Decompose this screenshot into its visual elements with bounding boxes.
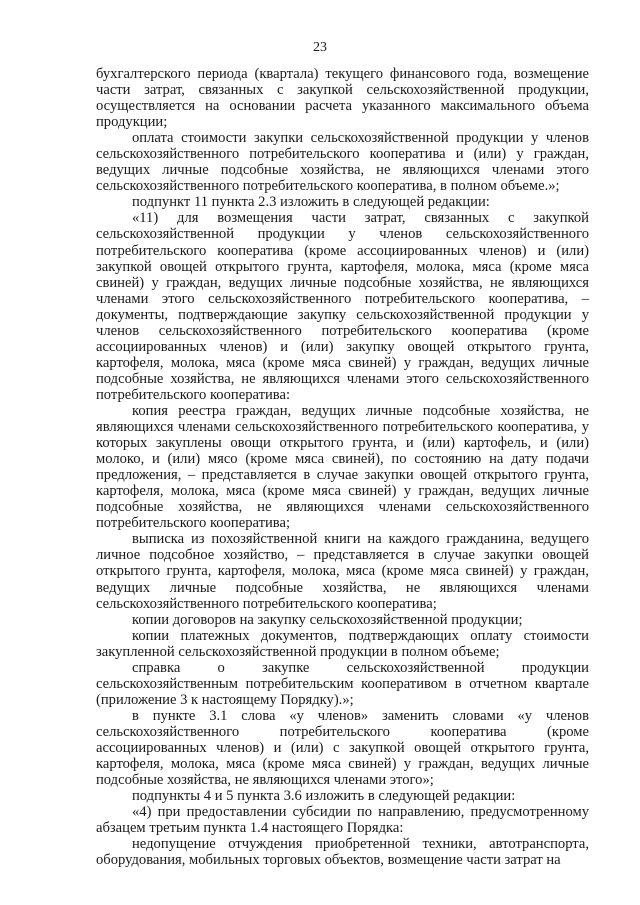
- page-number: 23: [313, 40, 327, 55]
- paragraph-alienation-ban: недопущение отчуждения приобретенной техники, автотранспорта, оборудования, мобильных торговых объектов, возмещение части затрат на: [96, 836, 589, 869]
- paragraph-subclause-4: «4) при предоставлении субсидии по направлению, предусмотренному абзацем третьим пункта 1.4 настоящего Порядка:: [96, 804, 589, 837]
- document-body: [96, 66, 589, 868]
- paragraph-household-extract: выписка из похозяйственной книги на каждого гражданина, ведущего личное подсобное хозяйство, – представляется в случае закупки овощей открытого грунта, картофеля, молока, мяса (кроме мяса свиней) у граждан, ведущих личные подсобные хозяйства, не являющихся членами сельскохозяйственного потребительского кооператива;: [96, 531, 589, 612]
- paragraph-continuation: бухгалтерского периода (квартала) текущего финансового года, возмещение части затрат, связанных с закупкой сельскохозяйственной продукции, осуществляется на основании расчета указанного максимального объема продукции;: [96, 66, 589, 131]
- paragraph-payment-documents: копии платежных документов, подтверждающих оплату стоимости закупленной сельскохозяйственной продукции в полном объеме;: [96, 627, 589, 660]
- paragraph-purchase-certificate: справка о закупке сельскохозяйственной продукции сельскохозяйственным потребительским кооперативом в отчетном квартале (приложение 3 к настоящему Порядку).»;: [96, 659, 589, 708]
- paragraph-registry-copy: копия реестра граждан, ведущих личные подсобные хозяйства, не являющихся членами сельскохозяйственного потребительского кооператива, у которых закуплены овощи открытого грунта, и (или) картофель, и (или) молоко, и (или) мясо (кроме мяса свиней), по состоянию на дату подачи предложения, – представляется в случае закупки овощей открытого грунта, картофеля, молока, мяса (кроме мяса свиней) у граждан, ведущих личные подсобные хозяйства, не являющихся членами сельскохозяйственного потребительского кооператива;: [96, 402, 589, 532]
- paragraph-clause-3-6-intro: подпункты 4 и 5 пункта 3.6 изложить в следующей редакции:: [132, 788, 516, 805]
- paragraph-payment: оплата стоимости закупки сельскохозяйственной продукции у членов сельскохозяйственного потребительского кооператива и (или) у граждан, ведущих личные подсобные хозяйства, не являющихся членами этого сельскохозяйственного потребительского кооператива, в полном объеме.»;: [96, 130, 589, 195]
- paragraph-subclause-11-intro: подпункт 11 пункта 2.3 изложить в следующей редакции:: [132, 194, 490, 211]
- paragraph-subclause-11: «11) для возмещения части затрат, связанных с закупкой сельскохозяйственной продукции у членов сельскохозяйственного потребительского кооператива (кроме ассоциированных членов) и (или) закупкой овощей открытого грунта, картофеля, молока, мяса (кроме мяса свиней) у граждан, ведущих личные подсобные хозяйства, не являющихся членами этого сельскохозяйственного потребительского кооператива, – документы, подтверждающие закупку сельскохозяйственной продукции у членов сельскохозяйственного потребительского кооператива (кроме ассоциированных членов) и (или) закупку овощей открытого грунта, картофеля, молока, мяса (кроме мяса свиней) у граждан, ведущих личные подсобные хозяйства, не являющихся членами этого сельскохозяйственного потребительского кооператива:: [96, 210, 589, 403]
- paragraph-contract-copies: копии договоров на закупку сельскохозяйственной продукции;: [132, 611, 523, 628]
- paragraph-clause-3-1: в пункте 3.1 слова «у членов» заменить словами «у членов сельскохозяйственного потребительского кооператива (кроме ассоциированных членов) и (или) с закупкой овощей открытого грунта, картофеля, молока, мяса (кроме мяса свиней) у граждан, ведущих личные подсобные хозяйства, не являющихся членами этого»;: [96, 707, 589, 789]
